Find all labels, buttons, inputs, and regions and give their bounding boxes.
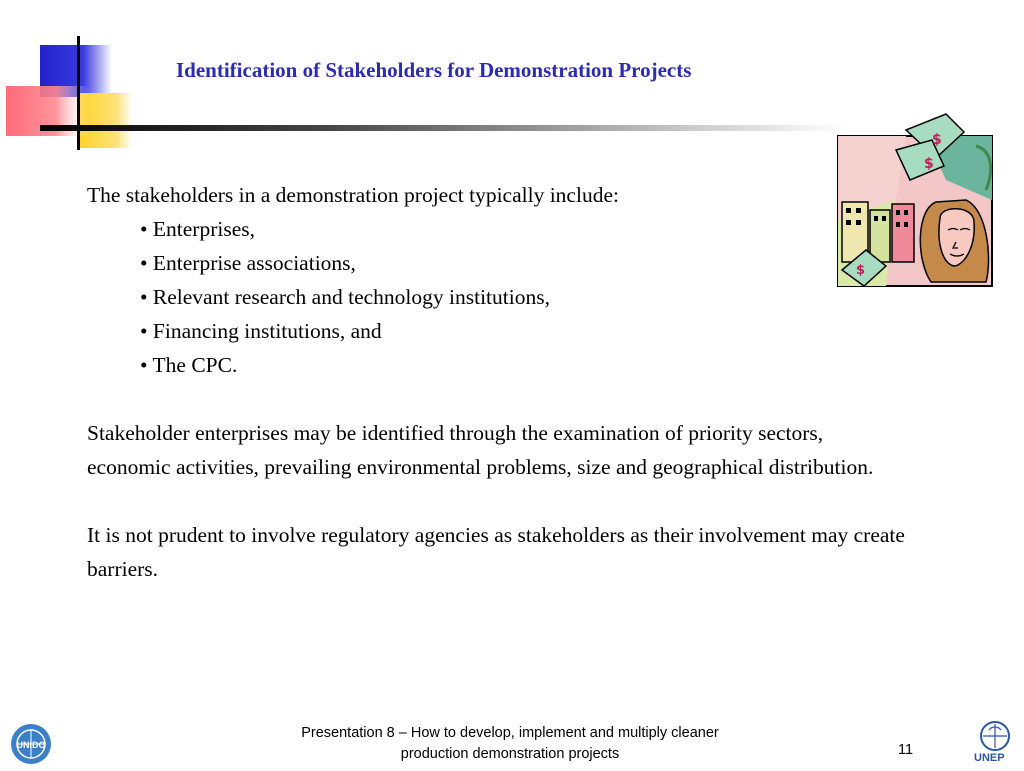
stakeholder-list bbox=[87, 212, 907, 382]
unido-logo-text: UNIDO bbox=[16, 740, 46, 750]
footer-line-2: production demonstration projects bbox=[400, 746, 620, 762]
list-item: • Enterprises, bbox=[140, 217, 255, 241]
svg-text:$: $ bbox=[856, 263, 866, 278]
spacer bbox=[87, 382, 907, 416]
paragraph-regulatory: It is not prudent to involve regulatory agencies as stakeholders as their involvement may create barriers. bbox=[87, 523, 905, 581]
slide-content bbox=[87, 178, 907, 586]
unido-logo-icon bbox=[8, 722, 54, 766]
footer-line-1: Presentation 8 – How to develop, implement and multiply cleaner bbox=[301, 725, 719, 741]
slide-title: Identification of Stakeholders for Demonstration Projects bbox=[176, 58, 692, 82]
clipart-money-city-woman bbox=[836, 110, 994, 288]
list-item: • Relevant research and technology institutions, bbox=[140, 285, 550, 309]
footer-caption bbox=[220, 723, 800, 765]
paragraph-enterprises: Stakeholder enterprises may be identified through the examination of priority sectors, economic activities, prevailing environmental problems, size and geographical distribution. bbox=[87, 421, 874, 479]
title-underline bbox=[40, 125, 846, 131]
unep-logo-text: UNEP bbox=[974, 752, 1005, 764]
svg-text:$: $ bbox=[932, 132, 942, 148]
list-item: • Financing institutions, and bbox=[140, 319, 382, 343]
list-item: • The CPC. bbox=[140, 353, 238, 377]
list-item: • Enterprise associations, bbox=[140, 251, 356, 275]
intro-text: The stakeholders in a demonstration project typically include: bbox=[87, 183, 619, 207]
svg-text:$: $ bbox=[924, 156, 934, 172]
unido-logo bbox=[8, 722, 54, 766]
page-number: 11 bbox=[898, 742, 914, 758]
unep-logo-icon bbox=[972, 720, 1018, 752]
spacer bbox=[87, 484, 907, 518]
clipart-graphic bbox=[836, 110, 994, 288]
